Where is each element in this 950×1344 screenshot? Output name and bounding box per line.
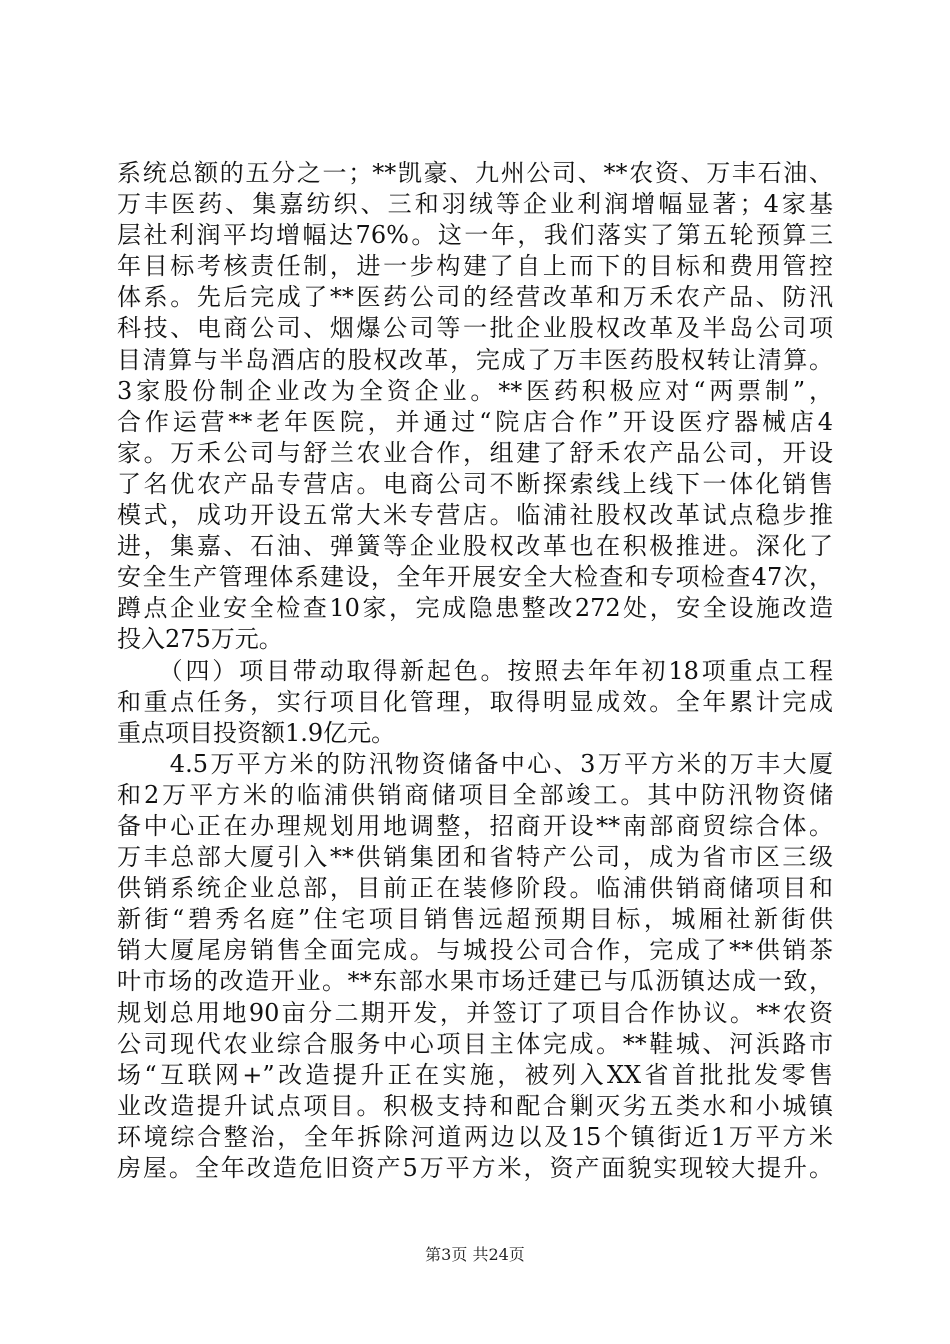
text-line: 销大厦尾房销售全面完成。与城投公司合作，完成了**供销茶: [117, 936, 833, 965]
text-line: 业改造提升试点项目。积极支持和配合剿灭劣五类水和小城镇: [117, 1091, 833, 1120]
text-line: 万丰医药、集嘉纺织、三和羽绒等企业利润增幅显著；4家基: [117, 190, 833, 219]
text-line: 重点项目投资额1.9亿元。: [117, 718, 396, 747]
text-line: 4.5万平方米的防汛物资储备中心、3万平方米的万丰大厦: [117, 749, 833, 778]
page-footer: 第3页 共24页: [425, 1245, 525, 1264]
text-line: 合作运营**老年医院，并通过“院店合作”开设医疗器械店4: [117, 407, 833, 436]
text-line: 公司现代农业综合服务中心项目主体完成。**鞋城、河浜路市: [117, 1029, 833, 1058]
text-line: 3家股份制企业改为全资企业。**医药积极应对“两票制”，: [117, 376, 833, 405]
text-line: 系统总额的五分之一；**凯豪、九州公司、**农资、万丰石油、: [117, 159, 833, 187]
text-line: 目清算与半岛酒店的股权改革，完成了万丰医药股权转让清算。: [117, 345, 833, 374]
text-line: 进，集嘉、石油、弹簧等企业股权改革也在积极推进。深化了: [117, 532, 833, 561]
text-line: 科技、电商公司、烟爆公司等一批企业股权改革及半岛公司项: [117, 314, 833, 343]
text-line: 备中心正在办理规划用地调整，招商开设**南部商贸综合体。: [117, 811, 833, 840]
text-line: 场“互联网+”改造提升正在实施，被列入XX省首批批发零售: [117, 1060, 833, 1089]
text-line: 了名优农产品专营店。电商公司不断探索线上线下一体化销售: [117, 469, 833, 498]
text-line: 模式，成功开设五常大米专营店。临浦社股权改革试点稳步推: [117, 501, 833, 530]
text-line: 新街“碧秀名庭”住宅项目销售远超预期目标，城厢社新街供: [117, 905, 833, 934]
text-line: 投入275万元。: [117, 625, 283, 654]
text-line: 供销系统企业总部，目前正在装修阶段。临浦供销商储项目和: [117, 874, 833, 903]
text-line: 家。万禾公司与舒兰农业合作，组建了舒禾农产品公司，开设: [117, 438, 833, 467]
text-line: （四）项目带动取得新起色。按照去年年初18项重点工程: [117, 656, 833, 685]
text-line: 年目标考核责任制，进一步构建了自上而下的目标和费用管控: [117, 252, 833, 281]
body-text: [117, 158, 833, 1184]
text-line: 叶市场的改造开业。**东部水果市场迁建已与瓜沥镇达成一致，: [117, 967, 833, 996]
text-line: 万丰总部大厦引入**供销集团和省特产公司，成为省市区三级: [117, 843, 833, 872]
text-line: 环境综合整治，全年拆除河道两边以及15个镇街近1万平方米: [117, 1122, 833, 1151]
text-line: 层社利润平均增幅达76%。这一年，我们落实了第五轮预算三: [117, 221, 833, 250]
text-line: 体系。先后完成了**医药公司的经营改革和万禾农产品、防汛: [117, 283, 833, 312]
text-line: 房屋。全年改造危旧资产5万平方米，资产面貌实现较大提升。: [117, 1154, 833, 1182]
text-line: 和重点任务，实行项目化管理，取得明显成效。全年累计完成: [117, 687, 833, 716]
text-line: 规划总用地90亩分二期开发，并签订了项目合作协议。**农资: [117, 998, 833, 1027]
text-line: 安全生产管理体系建设，全年开展安全大检查和专项检查47次，: [117, 563, 833, 592]
text-line: 蹲点企业安全检查10家，完成隐患整改272处，安全设施改造: [117, 594, 833, 623]
text-line: 和2万平方米的临浦供销商储项目全部竣工。其中防汛物资储: [117, 780, 833, 809]
